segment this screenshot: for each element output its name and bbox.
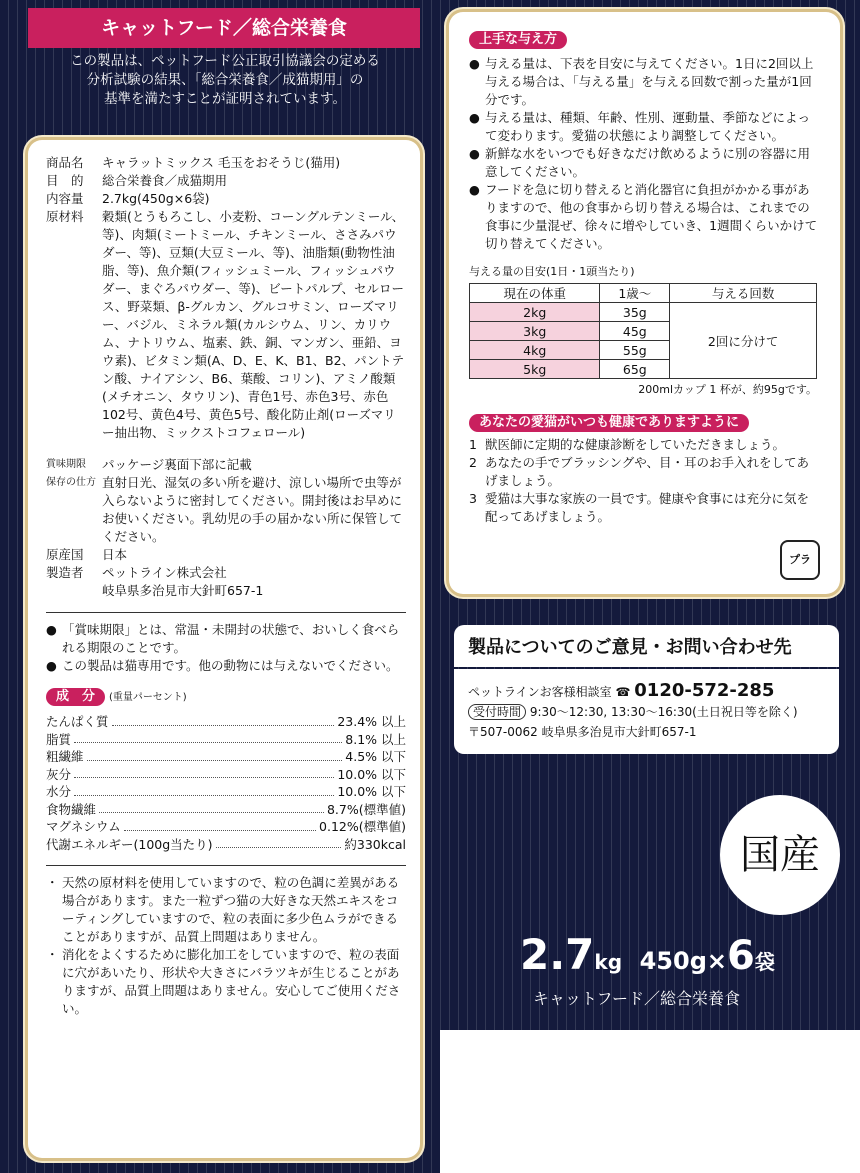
free-dial-icon: ☎ [615,685,631,699]
table-header: 1歳〜 [600,284,670,303]
weight-unit: kg [594,950,623,974]
product-category: キャットフード／総合栄養食 [533,989,741,1008]
spec-row [46,546,406,564]
spec-row [46,172,406,190]
spec-value: 直射日光、湿気の多い所を避け、涼しい場所で虫等が入らないように密封してください。開封後はお早めにお使いください。乳幼児の手の届かない所に保管してください。 [102,475,403,544]
nutrition-list [46,713,406,853]
number-badge: 2 [469,455,477,470]
made-in-japan-badge: 国産 [720,795,840,915]
spec-value: 総合栄養食／成猫期用 [102,173,228,188]
spec-panel [28,140,420,1158]
pack-size: 450g [639,947,707,975]
nutrition-unit: (重量パーセント) [109,692,187,703]
spec-row [46,564,406,582]
spec-key: 保存の仕方 [46,477,96,488]
bullet-icon: ● [469,56,480,71]
health-title: あなたの愛猫がいつも健康でありますように [469,414,749,432]
statement-line: この製品は、ペットフード公正取引協議会の定める [70,53,380,69]
certification-statement [40,52,410,109]
leader-dots [74,731,342,744]
table-header: 与える回数 [670,284,817,303]
ingredients-value: 穀類(とうもろこし、小麦粉、コーングルテンミール、等)、肉類(ミートミール、チキンミール、ささみパウダー、等)、豆類(大豆ミール、等)、油脂類(動物性油脂、等)、魚介類(フィッシュミール、フィッシュパウダー、まぐろパウダー、等)、ビートパルプ、セルロース、野菜類、β-グルカン、グルコサミン、ローズマリー、バジル、ミネラル類(カルシウム、リン、カリウム、ナトリウム、塩素、鉄、銅、マンガン、亜鉛、ヨウ素)、ビタミン類(A、D、E、K、B1、B2、パントテン酸、ナイアシン、B6、葉酸、コリン)、アミノ酸類(メチオニン、タウリン)、青色1号、赤色3号、赤色102号、黄色4号、黄色5号、酸化防止剤(ローズマリー抽出物、ミックストコフェロール) [102,209,405,440]
nutrition-title-row [46,687,406,707]
category-header: キャットフード／総合栄養食 [28,8,420,48]
feeding-text: 与える量は、下表を目安に与えてください。1日に2回以上与える場合は、「与える量」を与える回数で割った量が1回分です。 [485,56,814,107]
table-header-row [470,284,817,303]
bullet-icon: ● [46,658,57,673]
spec-row [46,208,406,442]
spec-value: キャラットミックス 毛玉をおそうじ(猫用) [102,155,341,170]
spec-key: 目 的 [46,173,84,188]
spec-key: 製造者 [46,565,84,580]
contact-phone: 0120-572-285 [634,680,775,701]
contact-body [454,669,839,754]
weight-cell: 3kg [470,322,600,341]
nutrient-value: 4.5% 以下 [345,749,406,764]
health-item [469,454,820,490]
product-weight [520,930,775,979]
nutrient-value: 8.7%(標準値) [326,801,406,817]
contact-phone-row [468,681,825,702]
health-item [469,436,820,454]
feeding-text: 新鮮な水をいつでも好きなだけ飲めるように別の容器に用意してください。 [485,146,811,179]
bullet-icon: ● [469,146,480,161]
leader-dots [74,783,334,796]
amount-cell: 45g [600,322,670,341]
number-badge: 3 [469,491,477,506]
nutrient-name: マグネシウム [46,819,121,834]
feeding-text: フードを急に切り替えると消化器官に負担がかかる事がありますので、他の食事から切り替える場合は、これまでの食事に少量混ぜ、徐々に増やしていき、1週間くらいかけて切り替えてください。 [485,182,818,251]
nutrient-name: 粗繊維 [46,749,84,764]
nutrition-row [46,783,406,801]
note-item [46,657,406,675]
nutrition-row [46,818,406,836]
weight-cell: 5kg [470,360,600,379]
table-caption: 与える量の目安(1日・1頭当たり) [469,265,635,278]
spec-value: パッケージ裏面下部に記載 [102,457,252,472]
nutrient-value: 23.4% 以上 [337,714,406,729]
number-badge: 1 [469,437,477,452]
nutrient-value: 10.0% 以下 [337,766,406,782]
nutrient-name: 灰分 [46,766,72,782]
weight-cell: 2kg [470,303,600,322]
feeding-bullet [469,145,820,181]
nutrition-row [46,748,406,766]
disclaimer-item [46,874,406,946]
weight-value: 2.7 [520,930,595,979]
spec-row [46,190,406,208]
nutrient-name: たんぱく質 [46,714,109,729]
leader-dots [74,766,334,779]
times-cell: 2回に分けて [670,303,817,379]
leader-dots [112,713,335,726]
contact-hours-row [468,702,825,722]
blank-area [440,1030,860,1173]
note-text: 「賞味期限」とは、常温・未開封の状態で、おいしく食べられる期限のことです。 [62,622,400,655]
nutrient-value: 約330kcal [344,836,406,852]
spec-value: 2.7kg(450g×6袋) [102,191,210,206]
contact-hours: 9:30〜12:30, 13:30〜16:30(土日祝日等を除く) [529,705,798,719]
spec-value: ペットライン株式会社 [102,565,227,580]
note-item [46,621,406,657]
nutrient-name: 食物繊維 [46,801,97,817]
feeding-title: 上手な与え方 [469,31,567,49]
nutrient-value: 10.0% 以下 [337,784,406,799]
contact-address: 〒507-0062 岐阜県多治見市大針町657-1 [468,725,697,739]
table-row [470,303,817,322]
disclaimer-item [46,946,406,1018]
dot-icon: ・ [46,947,59,962]
nutrient-name: 水分 [46,784,72,799]
spec-value: 日本 [102,547,128,562]
bullet-icon: ● [469,110,480,125]
recycle-pla-icon: プラ [780,540,820,580]
spec-row [46,154,406,172]
feeding-bullet [469,109,820,145]
leader-dots [99,801,324,814]
divider [46,865,406,866]
spec-list [46,154,406,442]
contact-title: 製品についてのご意見・お問い合わせ先 [454,625,839,667]
health-list [469,436,820,526]
amount-cell: 35g [600,303,670,322]
times-sign: × [706,947,727,975]
bullet-icon: ● [46,622,57,637]
statement-line: 分析試験の結果、「総合栄養食／成猫期用」の [86,72,364,88]
dot-icon: ・ [46,875,59,890]
spec-key: 原材料 [46,209,84,224]
table-header: 現在の体重 [470,284,600,303]
leader-dots [216,836,342,849]
leader-dots [87,748,343,761]
nutrition-row [46,801,406,819]
health-item [469,490,820,526]
feeding-panel [449,12,840,594]
nutrient-value: 0.12%(標準値) [319,819,406,834]
feeding-text: 与える量は、種類、年齢、性別、運動量、季節などによって変わります。愛猫の状態により調整してください。 [485,110,811,143]
feeding-bullet [469,181,820,253]
divider [46,612,406,613]
spec-key: 賞味期限 [46,459,86,470]
contact-box [454,625,839,754]
nutrient-value: 8.1% 以上 [345,731,406,747]
feeding-bullet [469,55,820,109]
nutrition-row [46,836,406,854]
count-unit: 袋 [754,950,775,974]
spec-key: 内容量 [46,191,84,206]
disclaimer-text: 消化をよくするために膨化加工をしていますので、粒の表面に穴があいたり、形状や大きさにバラツキが生じることがありますが、品質上問題はありません。安心してご使用ください。 [62,947,401,1016]
pack-count: 6 [727,933,755,979]
statement-line: 基準を満たすことが証明されています。 [104,91,346,107]
spec-row [46,582,406,600]
leader-dots [124,818,316,831]
hours-label: 受付時間 [468,704,526,720]
spec-key [46,582,102,600]
spec-row [46,474,406,546]
nutrient-name: 代謝エネルギー(100g当たり) [46,836,213,852]
feeding-table [469,283,817,379]
amount-cell: 55g [600,341,670,360]
cup-note: 200mlカップ 1 杯が、約95gです。 [638,383,817,396]
health-text: 愛猫は大事な家族の一員です。健康や食事には充分に気を配ってあげましょう。 [485,491,810,524]
nutrient-name: 脂質 [46,731,72,747]
health-text: 獣医師に定期的な健康診断をしていただきましょう。 [485,437,786,452]
feeding-bullets [469,55,820,253]
amount-cell: 65g [600,360,670,379]
bullet-icon: ● [469,182,480,197]
disclaimer-text: 天然の原材料を使用していますので、粒の色調に差異がある場合があります。また一粒ずつ猫の大好きな天然エキスをコーティングしていますので、粒の表面に多少色ムラができることがありますが、品質上問題はありません。 [62,875,400,944]
health-section [469,411,820,526]
nutrition-title: 成 分 [46,688,105,706]
spec-list-2 [46,456,406,600]
nutrition-row [46,766,406,784]
spec-key: 商品名 [46,155,84,170]
nutrition-row [46,731,406,749]
spec-value: 岐阜県多治見市大針町657-1 [102,583,264,598]
weight-cell: 4kg [470,341,600,360]
spec-row [46,456,406,474]
note-text: この製品は猫専用です。他の動物には与えないでください。 [62,658,399,673]
nutrition-row [46,713,406,731]
spec-key: 原産国 [46,547,84,562]
contact-desk: ペットラインお客様相談室 [468,685,612,699]
health-text: あなたの手でブラッシングや、目・耳のお手入れをしてあげましょう。 [485,455,809,488]
